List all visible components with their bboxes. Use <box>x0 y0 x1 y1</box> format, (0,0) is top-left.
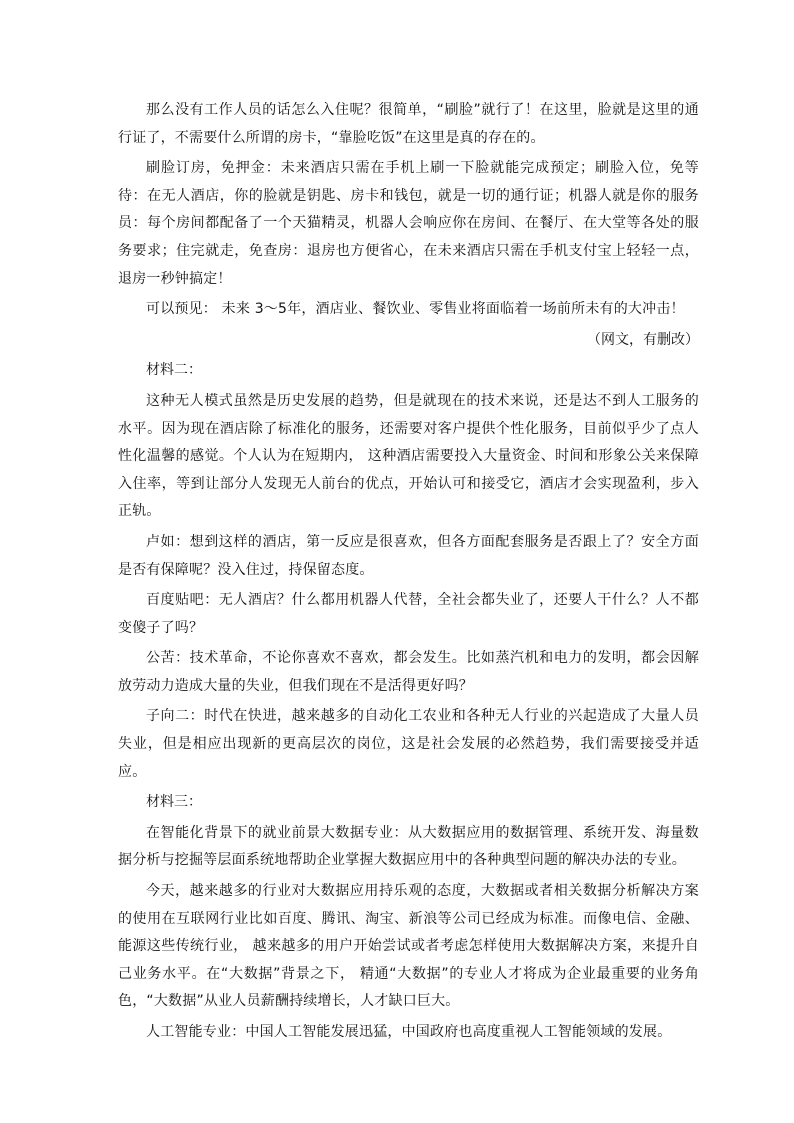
paragraph-prediction: 可以预见： 未来 3～5年，酒店业、餐饮业、零售业将面临着一场前所未有的大冲击！ <box>146 301 685 318</box>
material-two-paragraph: 这种无人模式虽然是历史发展的趋势，但是就现在的技术来说，还是达不到人工服务的水平。因为现在酒店除了标准化的服务，还需要对客户提供个性化服务，目前似乎少了点人性化温馨的感觉。个人认为在短期内， 这种酒店需要投入大量资金、时间和形象公关来保障入住率，等到让部分人发现无人前台的优点，开始认可和接受它，酒店才会实现盈利，步入正轨。 <box>118 392 699 520</box>
material-three-heading: 材料三： <box>146 794 202 811</box>
material-two-paragraph: 公苦：技术革命，不论你喜欢不喜欢，都会发生。比如蒸汽机和电力的发明，都会因解放劳动力造成大量的失业，但我们现在不是活得更好吗？ <box>118 650 699 694</box>
paragraph-login-by-face: 那么没有工作人员的话怎么入住呢？很简单，“刷脸”就行了！在这里，脸就是这里的通行证了，不需要什么所谓的房卡，“靠脸吃饭”在这里是真的存在的。 <box>118 102 699 146</box>
material-three-paragraph: 今天，越来越多的行业对大数据应用持乐观的态度，大数据或者相关数据分析解决方案的使用在互联网行业比如百度、腾讯、淘宝、新浪等公司已经成为标准。而像电信、金融、能源这些传统行业， 越来越多的用户开始尝试或者考虑怎样使用大数据解决方案，来提升自己业务水平。在“大数据”背景之下， 精通“大数据”的专业人才将成为企业最重要的业务角色，“大数据”从业人员薪酬持续增长，人才缺口巨大。 <box>118 883 699 1010</box>
material-three-paragraph: 人工智能专业：中国人工智能发展迅猛，中国政府也高度重视人工智能领域的发展。 <box>146 1024 672 1040</box>
material-two-paragraph: 卢如：想到这样的酒店，第一反应是很喜欢，但各方面配套服务是否跟上了？安全方面是否有保障呢？没入住过，持保留态度。 <box>118 533 699 578</box>
material-two-heading: 材料二： <box>146 362 202 379</box>
material-three-paragraph: 在智能化背景下的就业前景大数据专业：从大数据应用的数据管理、系统开发、海量数据分析与挖掘等层面系统地帮助企业掌握大数据应用中的各种典型问题的解决办法的专业。 <box>118 824 699 869</box>
material-two-paragraph: 子向二：时代在快进，越来越多的自动化工农业和各种无人行业的兴起造成了大量人员失业，但是相应出现新的更高层次的岗位，这是社会发展的必然趋势，我们需要接受并适应。 <box>118 708 699 780</box>
paragraph-face-services: 刷脸订房，免押金：未来酒店只需在手机上刷一下脸就能完成预定；刷脸入位，免等待：在无人酒店，你的脸就是钥匙、房卡和钱包，就是一切的通行证；机器人就是你的服务员：每个房间都配备了一个天猫精灵，机器人会响应你在房间、在餐厅、在大堂等各处的服务要求；住完就走，免查房：退房也方便省心，在未来酒店只需在手机支付宝上轻轻一点，退房一秒钟搞定！ <box>118 160 699 287</box>
source-note: （网文，有删改） <box>587 331 699 348</box>
material-two-paragraph: 百度贴吧：无人酒店？什么都用机器人代替，全社会都失业了，还要人干什么？人不都变傻子了吗？ <box>118 592 699 636</box>
